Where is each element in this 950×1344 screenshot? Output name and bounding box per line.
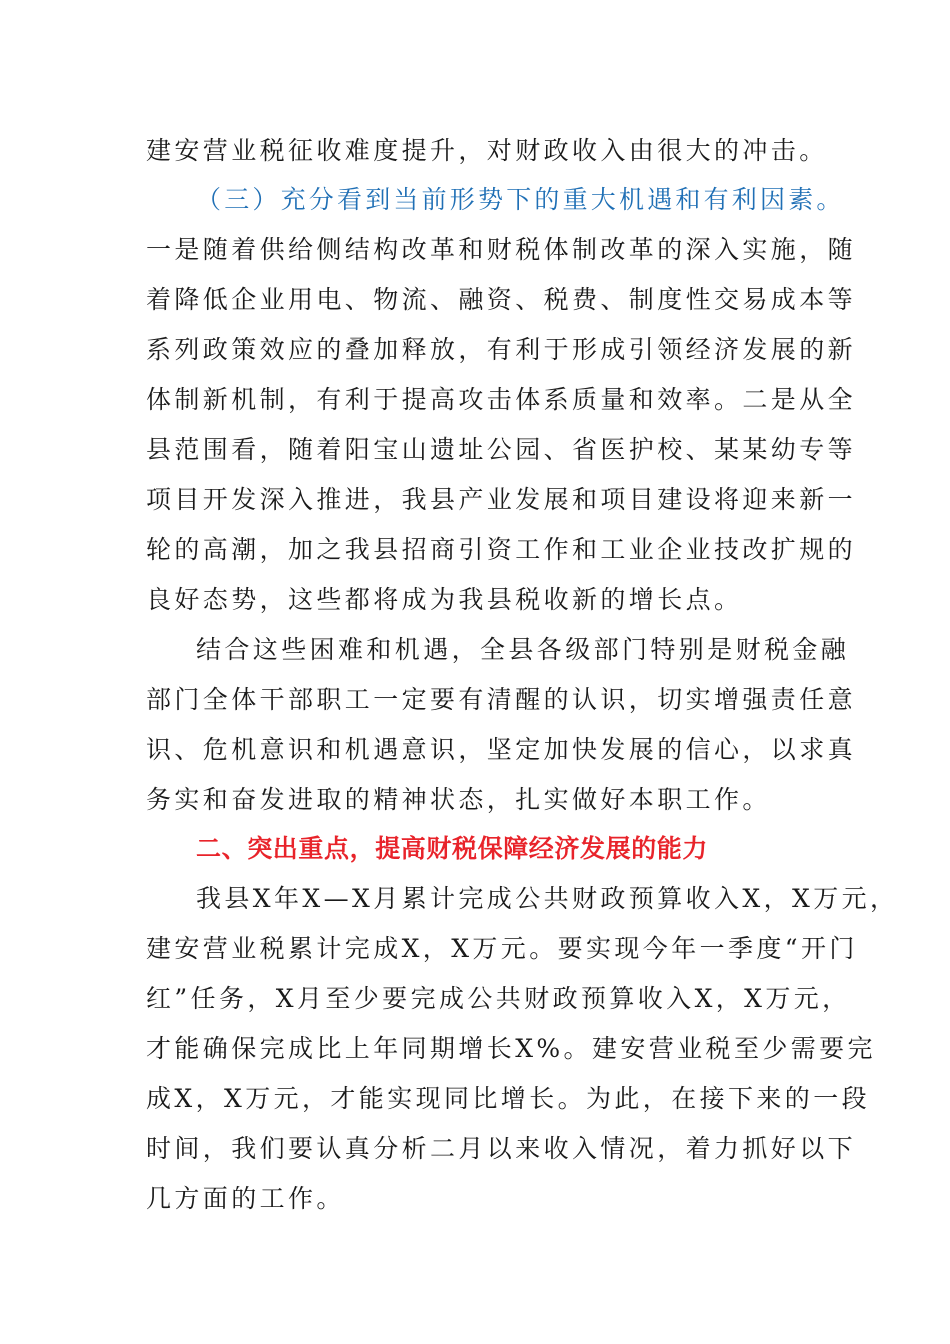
paragraph-line: 才能确保完成比上年同期增长X%。建安营业税至少需要完 (146, 1034, 876, 1063)
paragraph-line: 红”任务，X月至少要完成公共财政预算收入X，X万元， (146, 984, 851, 1013)
paragraph-line: 时间，我们要认真分析二月以来收入情况，着力抓好以下 (146, 1134, 857, 1163)
paragraph-line: 结合这些困难和机遇，全县各级部门特别是财税金融 (196, 635, 850, 664)
section-heading-two: 二、突出重点，提高财税保障经济发展的能力 (196, 834, 709, 863)
paragraph-line: 部门全体干部职工一定要有清醒的认识，切实增强责任意 (146, 685, 857, 714)
paragraph-line: 务实和奋发进取的精神状态，扎实做好本职工作。 (146, 785, 771, 814)
paragraph-line: 轮的高潮，加之我县招商引资工作和工业企业技改扩规的 (146, 535, 857, 564)
paragraph-line: 着降低企业用电、物流、融资、税费、制度性交易成本等 (146, 285, 857, 314)
paragraph-line: 良好态势，这些都将成为我县税收新的增长点。 (146, 585, 743, 614)
paragraph-line: 县范围看，随着阳宝山遗址公园、省医护校、某某幼专等 (146, 435, 857, 464)
paragraph-line: 一是随着供给侧结构改革和财税体制改革的深入实施，随 (146, 235, 857, 264)
paragraph-line: 建安营业税征收难度提升，对财政收入由很大的冲击。 (146, 136, 828, 165)
paragraph-line: 建安营业税累计完成X，X万元。要实现今年一季度“开门 (146, 934, 858, 963)
paragraph-line: 识、危机意识和机遇意识，坚定加快发展的信心，以求真 (146, 735, 857, 764)
subheading-opportunities: （三）充分看到当前形势下的重大机遇和有利因素。 (196, 185, 845, 214)
paragraph-line: 几方面的工作。 (146, 1184, 345, 1213)
paragraph-line: 我县X年X—X月累计完成公共财政预算收入X，X万元， (196, 884, 899, 913)
paragraph-line: 成X，X万元，才能实现同比增长。为此，在接下来的一段 (146, 1084, 870, 1113)
paragraph-line: 项目开发深入推进，我县产业发展和项目建设将迎来新一 (146, 485, 857, 514)
paragraph-line: 系列政策效应的叠加释放，有利于形成引领经济发展的新 (146, 335, 857, 364)
paragraph-line: 体制新机制，有利于提高攻击体系质量和效率。二是从全 (146, 385, 857, 414)
